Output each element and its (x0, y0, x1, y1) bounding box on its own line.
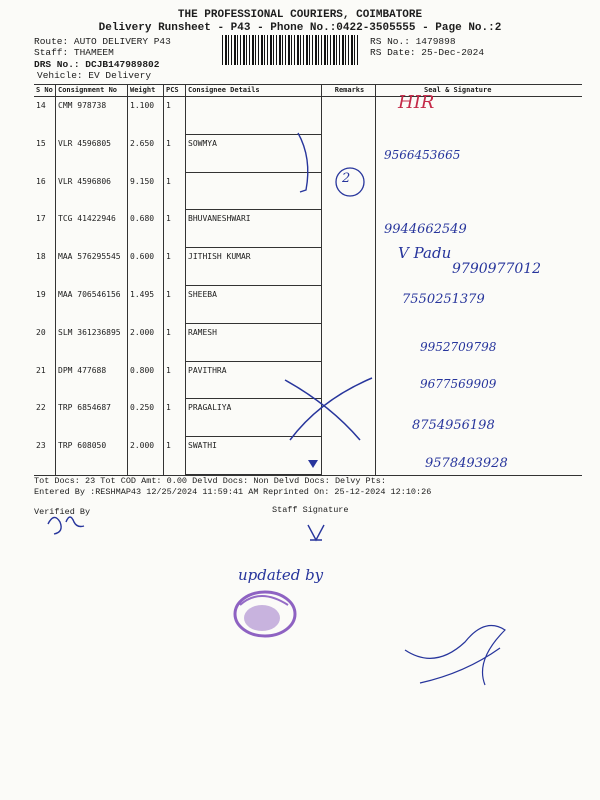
remarks-number: 2 (342, 171, 351, 186)
col-weight: Weight (128, 85, 164, 96)
row-consignee: JITHISH KUMAR (186, 248, 322, 286)
runsheet-title: Delivery Runsheet - P43 - Phone No.:0422-3505555 - Page No.:2 (98, 22, 502, 34)
updated-by-note: updated by (238, 566, 324, 584)
col-seal: Seal & Signature (424, 86, 492, 94)
staff-signature-label: Staff Signature (272, 505, 349, 515)
row-consignee: RAMESH (186, 324, 322, 362)
col-sno: S No (34, 85, 56, 96)
row-consignment: CMM 978738 (56, 97, 128, 135)
company-name: THE PROFESSIONAL COURIERS, COIMBATORE (177, 9, 423, 21)
row-consignment: DPM 477688 (56, 362, 128, 400)
row-pcs: 1 (164, 210, 186, 248)
row-pcs: 1 (164, 324, 186, 362)
staff-mark (308, 525, 324, 540)
row-consignment: SLM 361236895 (56, 324, 128, 362)
row-consignment: MAA 706546156 (56, 286, 128, 324)
row-weight: 0.800 (128, 362, 164, 400)
col-remarks: Remarks (322, 85, 376, 96)
rs-number: RS No.: 1479898 (370, 36, 456, 47)
col-consignment: Consignment No (56, 85, 128, 96)
row-pcs: 1 (164, 248, 186, 286)
row-sno: 21 (34, 362, 56, 400)
row-weight: 2.000 (128, 437, 164, 475)
sign-row-18: 9790977012 (452, 261, 542, 277)
rs-date: RS Date: 25-Dec-2024 (370, 47, 485, 58)
reprinted-on: Reprinted On: 25-12-2024 12:10:26 (263, 487, 432, 497)
row-consignee: SOWMYA (186, 135, 322, 173)
row-consignee: PRAGALIYA (186, 399, 322, 437)
staff-text: Staff: THAMEEM (34, 47, 114, 58)
stamp-icon (235, 592, 295, 636)
row-consignee: BHUVANESHWARI (186, 210, 322, 248)
drs-number: DRS No.: DCJB147989802 (34, 59, 160, 70)
sign-row-22: 8754956198 (412, 418, 495, 433)
row-pcs: 1 (164, 362, 186, 400)
sign-row-23: 9578493928 (425, 456, 508, 471)
col-consignee: Consignee Details (186, 85, 322, 96)
row-sno: 20 (34, 324, 56, 362)
col-pcs: PCS (164, 85, 186, 96)
totals-line: Tot Docs: 23 Tot COD Amt: 0.00 Delvd Docs: Non Delvd Docs: Delvy Pts: (34, 476, 386, 486)
row-consignment: VLR 4596805 (56, 135, 128, 173)
row-weight: 0.600 (128, 248, 164, 286)
row-consignment: TRP 608050 (56, 437, 128, 475)
row-weight: 2.000 (128, 324, 164, 362)
sign-row-20: 9952709798 (420, 340, 497, 354)
row-sno: 17 (34, 210, 56, 248)
row-pcs: 1 (164, 135, 186, 173)
row-sno: 18 (34, 248, 56, 286)
sign-row-18-name: V Padu (398, 244, 452, 262)
row-sno: 22 (34, 399, 56, 437)
route-text: Route: AUTO DELIVERY P43 (34, 36, 171, 47)
row-sno: 16 (34, 173, 56, 211)
row-pcs: 1 (164, 286, 186, 324)
row-consignee: SWATHI (186, 437, 322, 475)
sign-row-14: HIR (398, 92, 435, 113)
verified-by-label: Verified By (34, 507, 91, 517)
verified-scribble (48, 517, 84, 534)
row-consignment: VLR 4596806 (56, 173, 128, 211)
row-sno: 15 (34, 135, 56, 173)
sign-row-17: 9944662549 (384, 222, 467, 237)
entered-by: Entered By :RESHMAP43 12/25/2024 11:59:41 AM (34, 487, 259, 497)
staff-scribble (405, 626, 505, 685)
row-consignee: SHEEBA (186, 286, 322, 324)
row-consignment: TRP 6854687 (56, 399, 128, 437)
row-weight: 1.495 (128, 286, 164, 324)
row-sno: 19 (34, 286, 56, 324)
row-weight: 9.150 (128, 173, 164, 211)
row-pcs: 1 (164, 97, 186, 135)
row-weight: 0.250 (128, 399, 164, 437)
cross-mark (285, 378, 372, 440)
row-sno: 23 (34, 437, 56, 475)
tick-mark (308, 460, 318, 468)
row-consignee: PAVITHRA (186, 362, 322, 400)
row-pcs: 1 (164, 399, 186, 437)
vehicle-text: Vehicle: EV Delivery (37, 70, 152, 81)
row-sno: 14 (34, 97, 56, 135)
row-pcs: 1 (164, 437, 186, 475)
sign-row-21: 9677569909 (420, 377, 497, 391)
row-weight: 2.650 (128, 135, 164, 173)
row-pcs: 1 (164, 173, 186, 211)
row-weight: 0.680 (128, 210, 164, 248)
bracket-mark (298, 133, 308, 192)
row-weight: 1.100 (128, 97, 164, 135)
sign-row-19: 7550251379 (402, 292, 485, 307)
sign-row-15: 9566453665 (384, 148, 461, 162)
row-consignment: TCG 41422946 (56, 210, 128, 248)
row-consignment: MAA 576295545 (56, 248, 128, 286)
